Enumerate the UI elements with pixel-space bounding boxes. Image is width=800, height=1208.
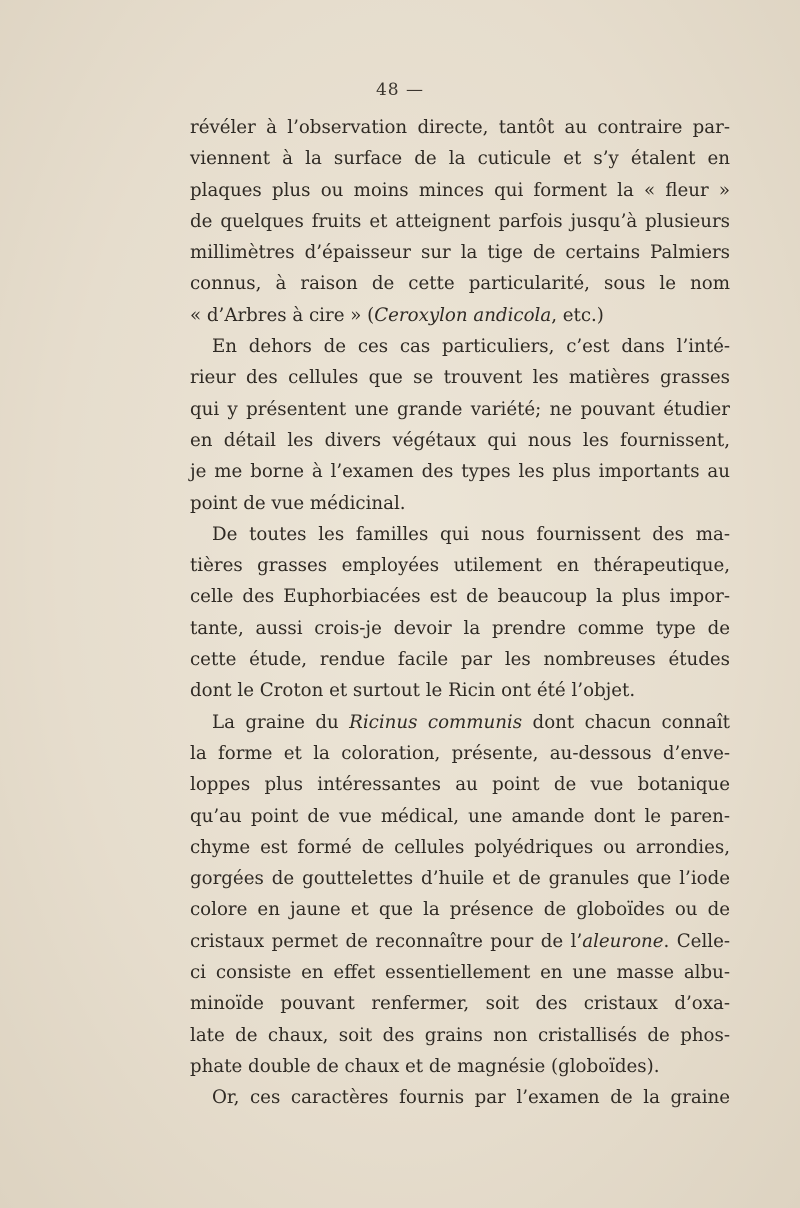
italic-term: aleurone	[582, 930, 664, 952]
text-line: viennent à la surface de la cuticule et s’y étalent en	[190, 148, 730, 170]
text-line: De toutes les familles qui nous fournissent des ma-	[212, 523, 730, 545]
text-line	[190, 707, 730, 738]
text-segment: La graine du	[212, 711, 350, 733]
text-line: révéler à l’observation directe, tantôt au contraire par-	[190, 117, 730, 138]
text-line: tante, aussi crois-je devoir la prendre comme type de	[190, 617, 730, 639]
text-line: qu’au point de vue médical, une amande dont le paren-	[190, 805, 730, 827]
text-line: je me borne à l’examen des types les plus importants au	[190, 461, 730, 483]
text-line: colore en jaune et que la présence de globoïdes ou de	[190, 899, 730, 921]
text-line: ci consiste en effet essentiellement en une masse albu-	[190, 962, 730, 984]
text-line: loppes plus intéressantes au point de vue botanique	[190, 774, 730, 796]
text-line: celle des Euphorbiacées est de beaucoup la plus impor-	[190, 586, 730, 608]
text-line: de quelques fruits et atteignent parfois jusqu’à plusieurs	[190, 210, 730, 232]
text-line: plaques plus ou moins minces qui forment la « fleur »	[190, 179, 730, 201]
text-line: qui y présentent une grande variété; ne pouvant étudier	[190, 398, 730, 420]
text-segment: cristaux permet de reconnaître pour de l’	[190, 930, 583, 952]
text-segment: dont chacun connaît	[522, 711, 730, 733]
text-line: phate double de chaux et de magnésie (globoïdes).	[190, 1055, 660, 1077]
text-line: En dehors de ces cas particuliers, c’est dans l’inté-	[212, 336, 730, 358]
text-line: cette étude, rendue facile par les nombreuses études	[190, 649, 730, 671]
italic-term: Ricinus communis	[349, 711, 523, 733]
text-line: la forme et la coloration, présente, au-dessous d’enve-	[190, 742, 730, 764]
text-line: point de vue médicinal.	[190, 492, 406, 514]
text-line: millimètres d’épaisseur sur la tige de certains Palmiers	[190, 242, 730, 264]
text-segment: . Celle-	[663, 930, 730, 952]
text-line	[190, 300, 730, 331]
body-text	[190, 112, 730, 1114]
text-line: tières grasses employées utilement en thérapeutique,	[190, 555, 730, 577]
text-line: chyme est formé de cellules polyédriques ou arrondies,	[190, 836, 730, 858]
text-line: rieur des cellules que se trouvent les matières grasses	[190, 367, 730, 389]
text-line: Or, ces caractères fournis par l’examen de la graine	[212, 1087, 730, 1109]
text-line: late de chaux, soit des grains non cristallisés de phos-	[190, 1024, 730, 1046]
text-line: minoïde pouvant renfermer, soit des cristaux d’oxa-	[190, 993, 730, 1015]
text-line: gorgées de gouttelettes d’huile et de granules que l’iode	[190, 868, 730, 890]
text-segment: « d’Arbres à cire » (	[190, 304, 375, 326]
text-line: connus, à raison de cette particularité, sous le nom	[190, 273, 730, 295]
page-number: 48 —	[375, 80, 425, 100]
text-segment: , etc.)	[551, 304, 604, 326]
text-line: dont le Croton et surtout le Ricin ont été l’objet.	[190, 680, 636, 702]
text-line: en détail les divers végétaux qui nous les fournissent,	[190, 429, 730, 451]
text-line	[190, 926, 730, 957]
italic-term: Ceroxylon andicola	[374, 304, 552, 326]
